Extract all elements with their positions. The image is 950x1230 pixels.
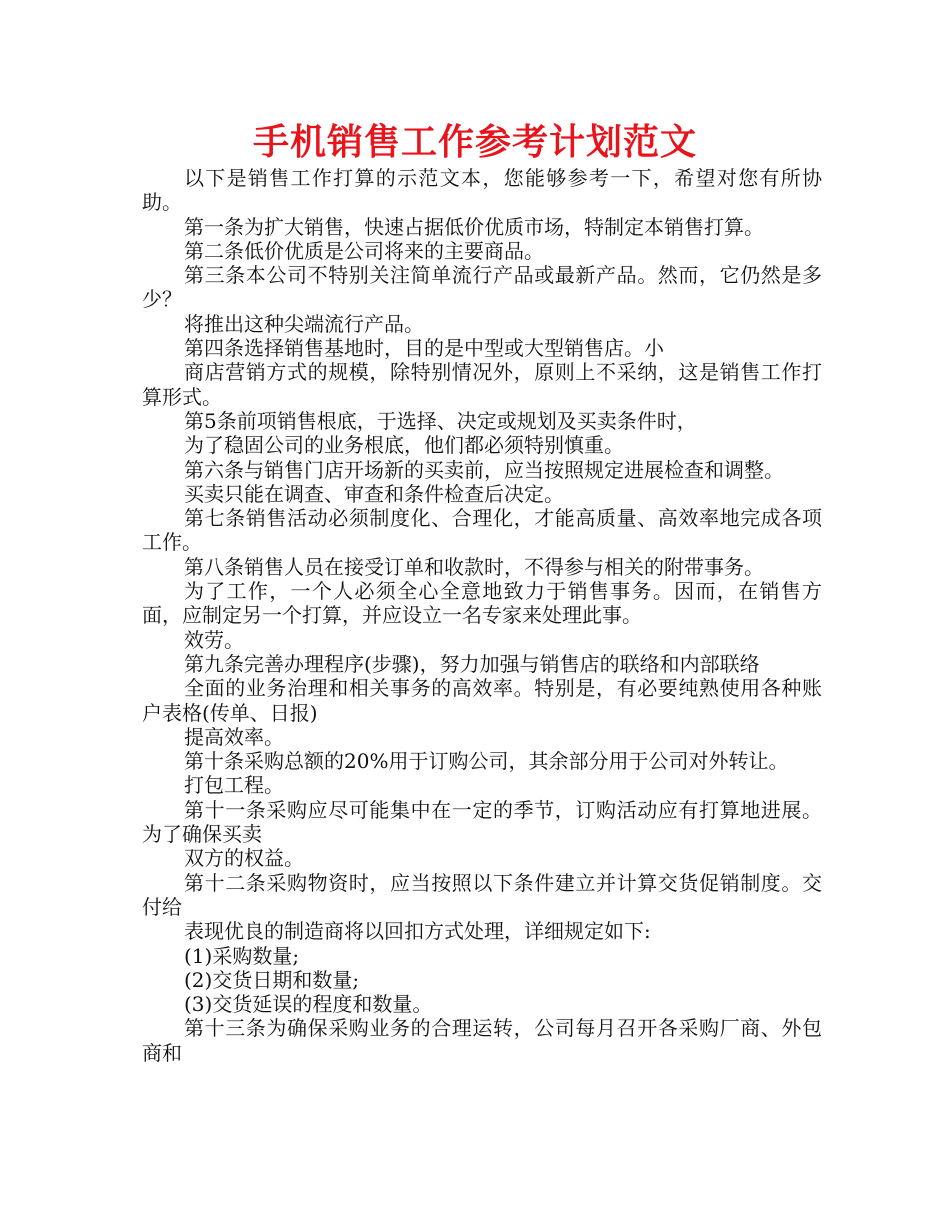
body-paragraph: 第九条完善办理程序(步骤)，努力加强与销售店的联络和内部联络 (184, 651, 760, 676)
body-paragraph: 为了工作，一个人必须全心全意地致力于销售事务。因而，在销售方面，应制定另一个打算，并应设立一名专家来处理此事。 (142, 579, 822, 628)
body-paragraph: 将推出这种尖端流行产品。 (184, 311, 424, 336)
body-paragraph: 第八条销售人员在接受订单和收款时，不得参与相关的附带事务。 (184, 554, 764, 579)
body-paragraph: 第十条采购总额的20%用于订购公司，其余部分用于公司对外转让。 (184, 749, 789, 774)
body-paragraph: 第十一条采购应尽可能集中在一定的季节，订购活动应有打算地进展。为了确保买卖 (142, 797, 822, 847)
body-paragraph: 第六条与销售门店开场新的买卖前，应当按照规定进展检查和调整。 (184, 457, 784, 482)
body-paragraph: 双方的权益。 (184, 846, 304, 871)
body-paragraph: (3)交货延误的程度和数量。 (184, 992, 433, 1017)
body-paragraph: 商店营销方式的规模，除特别情况外，原则上不采纳，这是销售工作打算形式。 (142, 360, 822, 409)
body-paragraph: 第十二条采购物资时，应当按照以下条件建立并计算交货促销制度。交付给 (142, 870, 822, 919)
body-paragraph: 第三条本公司不特别关注简单流行产品或最新产品。然而，它仍然是多少？ (142, 263, 822, 312)
body-paragraph: 为了稳固公司的业务根底，他们都必须特别慎重。 (184, 433, 624, 458)
body-paragraph: 以下是销售工作打算的示范文本，您能够参考一下，希望对您有所协助。 (142, 166, 822, 215)
body-paragraph: 表现优良的制造商将以回扣方式处理，详细规定如下: (184, 919, 651, 944)
body-paragraph: 第十三条为确保采购业务的合理运转，公司每月召开各采购厂商、外包商和 (142, 1016, 822, 1065)
body-paragraph: 全面的业务治理和相关事务的高效率。特别是，有必要纯熟使用各种账户表格(传单、日报) (142, 676, 822, 725)
body-paragraph: 效劳。 (184, 627, 244, 652)
body-paragraph: 第5条前项销售根底，于选择、决定或规划及买卖条件时， (184, 408, 697, 433)
body-paragraph: 第七条销售活动必须制度化、合理化，才能高质量、高效率地完成各项工作。 (142, 506, 822, 555)
document-body (142, 166, 822, 1065)
body-paragraph: 第一条为扩大销售，快速占据低价优质市场，特制定本销售打算。 (184, 214, 764, 239)
document-title: 手机销售工作参考计划范文 (252, 122, 697, 163)
body-paragraph: 打包工程。 (184, 773, 284, 798)
body-paragraph: 第二条低价优质是公司将来的主要商品。 (184, 238, 544, 263)
body-paragraph: 第四条选择销售基地时，目的是中型或大型销售店。小 (184, 336, 664, 361)
body-paragraph: 买卖只能在调查、审查和条件检查后决定。 (184, 481, 564, 506)
body-paragraph: (2)交货日期和数量; (184, 967, 360, 992)
body-paragraph: (1)采购数量; (184, 943, 300, 968)
body-paragraph: 提高效率。 (184, 724, 284, 749)
